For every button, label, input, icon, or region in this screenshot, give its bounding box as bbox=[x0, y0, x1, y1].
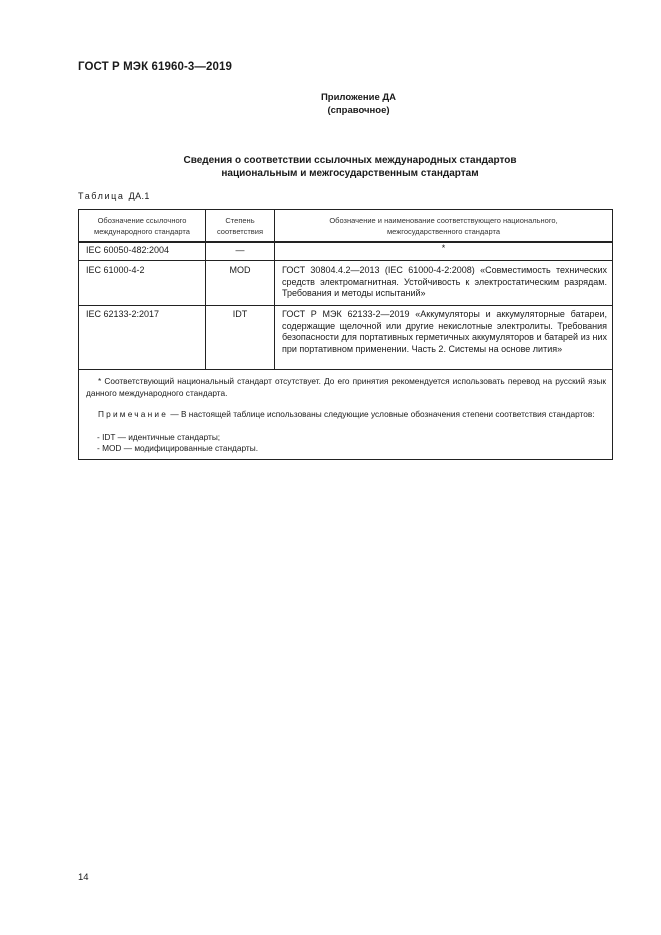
document-code: ГОСТ Р МЭК 61960-3—2019 bbox=[78, 61, 232, 73]
header-cell-ref bbox=[79, 216, 205, 237]
header-cell-degree bbox=[206, 216, 274, 237]
table-cell-degree: IDT bbox=[232, 309, 248, 319]
header-text: межгосударственного стандарта bbox=[387, 226, 500, 236]
header-cell-national bbox=[275, 216, 612, 237]
table-caption-number: ДА.1 bbox=[128, 191, 150, 201]
note-list-item: - MOD — модифицированные стандарты. bbox=[97, 443, 259, 453]
table-cell-national: ГОСТ 30804.4.2—2013 (IEC 61000-4-2:2008) «Совместимость технических средств электромагнитная. Устойчивость к электростатическим разрядам. Требования и методы испытаний» bbox=[282, 265, 607, 298]
header-text: Обозначение и наименование соответствующего национального, bbox=[329, 216, 558, 225]
annex-subtitle: (справочное) bbox=[327, 105, 390, 116]
note-label: Примечание bbox=[98, 409, 169, 419]
section-title-line2: национальным и межгосударственным стандартам bbox=[221, 168, 479, 179]
table-footnote: * Соответствующий национальный стандарт отсутствует. До его принятия рекомендуется использовать перевод на русский язык данного международного стандарта. bbox=[86, 376, 606, 398]
table-cell-ref: IEC 62133-2:2017 bbox=[86, 309, 160, 319]
annex-title: Приложение ДА bbox=[320, 92, 397, 103]
note-list-item: - IDT — идентичные стандарты; bbox=[97, 432, 221, 442]
note-text: — В настоящей таблице использованы следующие условные обозначения степени соответствия стандартов: bbox=[170, 409, 595, 419]
table-cell-degree: MOD bbox=[229, 265, 251, 275]
section-title-line1: Сведения о соответствии ссылочных международных стандартов bbox=[183, 155, 517, 166]
table-cell-national: ГОСТ Р МЭК 62133-2—2019 «Аккумуляторы и аккумуляторные батареи, содержащие щелочной или другие некислотные электролиты. Требования безопасности для портативных герметичных аккумуляторов и батарей из них при портативном применении. Часть 2. Системы на основе лития» bbox=[282, 309, 607, 354]
page-number: 14 bbox=[78, 872, 89, 883]
table-caption-word: Таблица bbox=[78, 191, 125, 201]
header-text: Степень bbox=[225, 216, 255, 225]
table-note bbox=[86, 409, 606, 421]
table-cell-ref: IEC 61000-4-2 bbox=[86, 265, 145, 275]
header-text: соответствия bbox=[216, 226, 264, 236]
body-bottom-divider bbox=[79, 369, 612, 370]
header-text: международного стандарта bbox=[94, 226, 190, 236]
table-cell-ref: IEC 60050-482:2004 bbox=[86, 245, 170, 255]
reference-table bbox=[78, 209, 613, 460]
table-cell-degree: — bbox=[235, 245, 245, 255]
header-text: Обозначение ссылочного bbox=[97, 216, 187, 225]
table-caption bbox=[78, 191, 150, 201]
table-cell-national: * bbox=[441, 243, 446, 253]
row-divider bbox=[79, 260, 612, 261]
row-divider bbox=[79, 305, 612, 306]
